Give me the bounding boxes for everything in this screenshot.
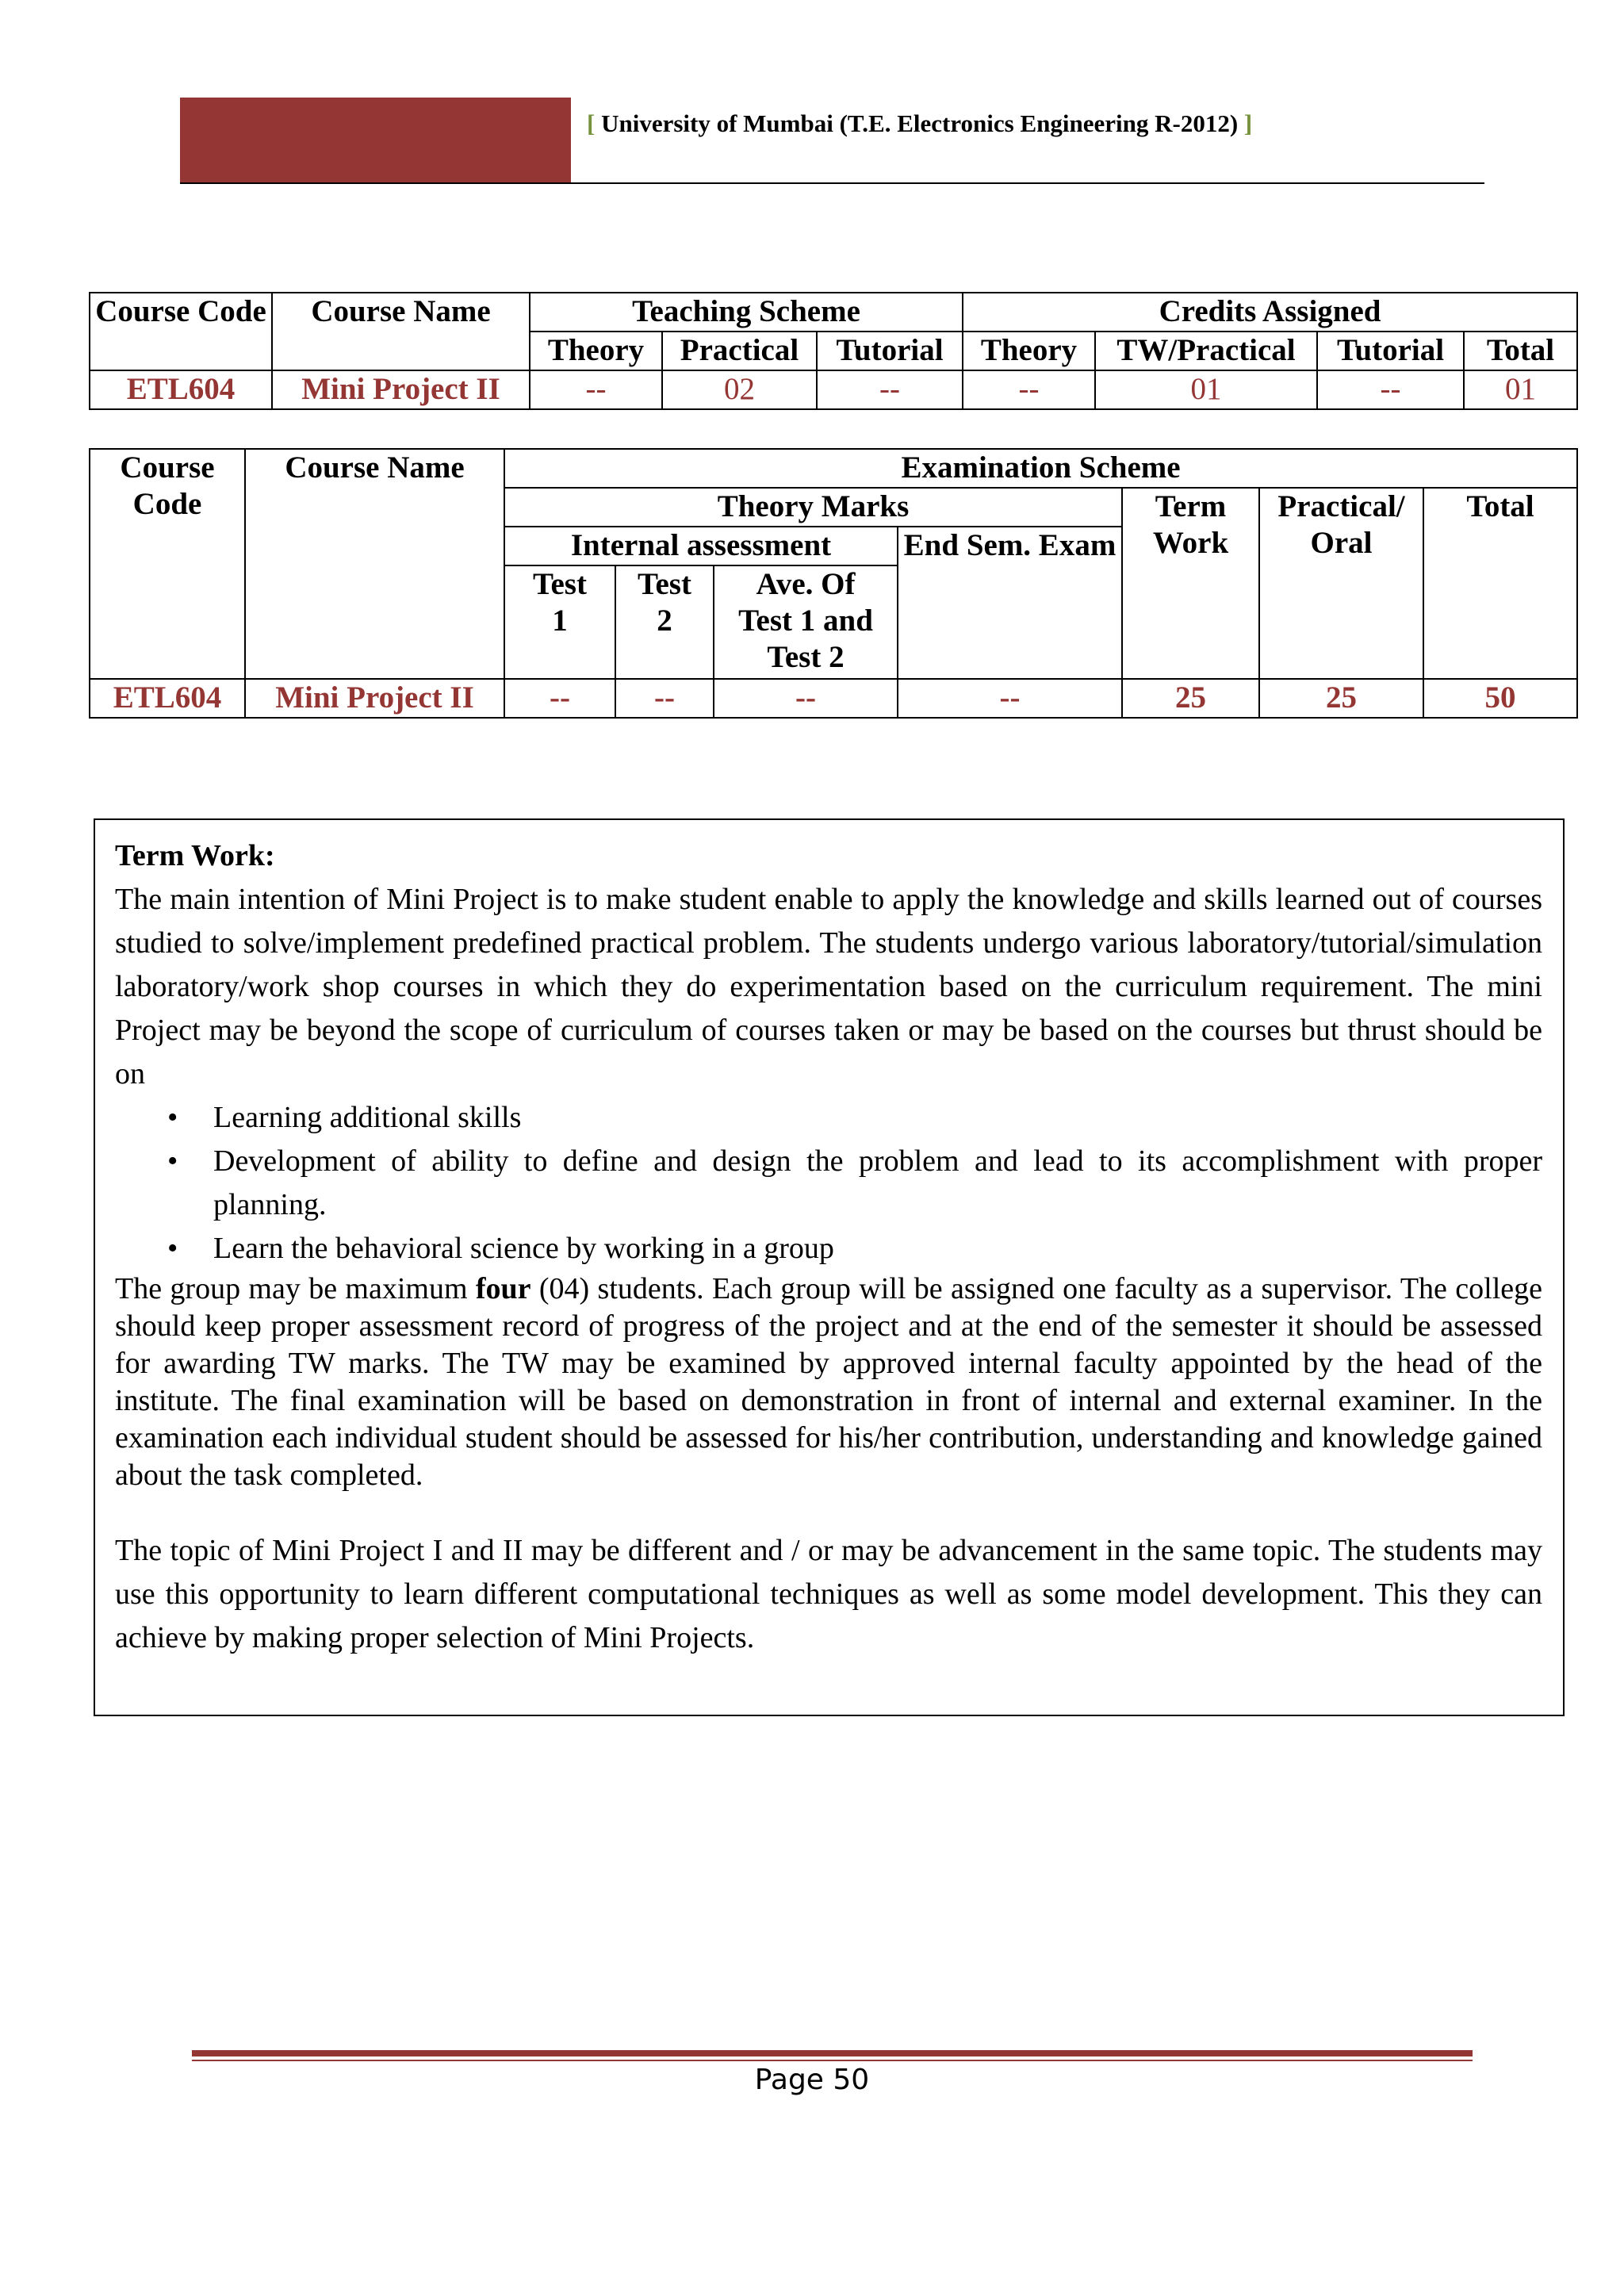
t2-course-code-cell: ETL604 <box>90 679 245 718</box>
t2-header-average-line3: Test 2 <box>767 640 845 674</box>
t1-subheader: TW/Practical <box>1095 332 1317 370</box>
bullet-icon: • <box>167 1101 178 1134</box>
t1-subheader: Theory <box>530 332 662 370</box>
t2-header-total: Total <box>1423 488 1577 679</box>
t2-value-cell: -- <box>714 679 898 718</box>
t2-header-course-name: Course Name <box>245 449 504 679</box>
term-work-paragraph-1: The main intention of Mini Project is to make student enable to apply the knowledge and skills learned out of courses studied to solve/implement predefined practical problem. The students undergo various laboratory/tutorial/simulation laboratory/work shop courses in which they do experimentation based on the curriculum requirement. The mini Project may be beyond the scope of curriculum of courses taken or may be based on the courses but thrust should be on <box>115 883 1542 1091</box>
t2-header-test1-line2: 1 <box>552 604 568 638</box>
list-item <box>115 1140 1542 1227</box>
t2-header-average-line2: Test 1 and <box>738 604 873 638</box>
t1-subheader: Theory <box>963 332 1095 370</box>
t2-header-internal-assessment: Internal assessment <box>504 527 898 565</box>
t2-header-practical-oral: Practical/ Oral <box>1259 488 1423 679</box>
header-close-bracket: ] <box>1243 109 1253 137</box>
t2-header-course-code: Course Code <box>90 449 245 679</box>
header-title-line <box>587 109 1252 138</box>
list-item-text: Learning additional skills <box>213 1101 522 1134</box>
t1-value-cell: -- <box>530 370 662 409</box>
t1-subheader: Tutorial <box>817 332 963 370</box>
term-work-title: Term Work: <box>115 839 275 872</box>
t2-value-cell: -- <box>504 679 615 718</box>
t1-value-cell: 02 <box>662 370 817 409</box>
bullet-icon: • <box>167 1232 178 1265</box>
t1-header-credits-assigned: Credits Assigned <box>963 293 1577 332</box>
header-color-block <box>180 98 571 183</box>
t2-value-cell: -- <box>615 679 714 718</box>
t1-header-course-name: Course Name <box>272 293 530 370</box>
t2-header-average-line1: Ave. Of <box>756 567 856 601</box>
t1-value-cell: 01 <box>1095 370 1317 409</box>
t1-subheader: Practical <box>662 332 817 370</box>
t1-value-cell: 01 <box>1464 370 1577 409</box>
t2-course-name-cell: Mini Project II <box>245 679 504 718</box>
t2-header-test2-line1: Test <box>638 567 691 601</box>
t1-subheader: Total <box>1464 332 1577 370</box>
header-title: University of Mumbai (T.E. Electronics Engineering R-2012) <box>601 109 1239 137</box>
t2-value-cell: -- <box>898 679 1122 718</box>
list-item <box>115 1227 1542 1271</box>
term-work-paragraph-2-bold: four <box>475 1272 531 1305</box>
term-work-paragraph-2-start: The group may be maximum <box>115 1272 476 1305</box>
t2-header-theory-marks: Theory Marks <box>504 488 1122 527</box>
header-open-bracket: [ <box>587 109 596 137</box>
teaching-scheme-table <box>89 292 1578 410</box>
t2-header-test2 <box>615 565 714 679</box>
t2-value-cell: 50 <box>1423 679 1577 718</box>
examination-scheme-table <box>89 448 1578 719</box>
t2-header-term-work: Term Work <box>1122 488 1259 679</box>
bullet-icon: • <box>167 1144 178 1178</box>
t2-header-test1 <box>504 565 615 679</box>
t1-value-cell: -- <box>963 370 1095 409</box>
t1-value-cell: -- <box>817 370 963 409</box>
t1-course-code-cell: ETL604 <box>90 370 272 409</box>
list-item-text: Learn the behavioral science by working in a group <box>213 1232 834 1265</box>
footer-rule-thin <box>192 2060 1473 2061</box>
footer-rule-thick <box>192 2050 1473 2056</box>
t2-header-end-sem-exam: End Sem. Exam <box>898 527 1122 679</box>
t2-value-cell: 25 <box>1122 679 1259 718</box>
t1-header-teaching-scheme: Teaching Scheme <box>530 293 963 332</box>
term-work-paragraph-3: The topic of Mini Project I and II may be different and / or may be advancement in the same topic. The students may use this opportunity to learn different computational techniques as well as some model development. This they can achieve by making proper selection of Mini Projects. <box>115 1534 1542 1654</box>
term-work-paragraph-2-end: (04) students. Each group will be assigned one faculty as a supervisor. The college should keep proper assessment record of progress of the project and at the end of the semester it should be assessed for awarding TW marks. The TW may be examined by approved internal faculty appointed by the head of the institute. The final examination will be based on demonstration in front of internal and external examiner. In the examination each individual student should be assessed for his/her contribution, understanding and knowledge gained about the task completed. <box>115 1272 1542 1492</box>
t1-header-course-code: Course Code <box>90 293 272 370</box>
term-work-box <box>94 818 1565 1716</box>
page-number: Page 50 <box>754 2064 870 2096</box>
t1-course-name-cell: Mini Project II <box>272 370 530 409</box>
t2-value-cell: 25 <box>1259 679 1423 718</box>
t1-subheader: Tutorial <box>1317 332 1464 370</box>
list-item-text: Development of ability to define and design the problem and lead to its accomplishment with proper planning. <box>213 1144 1542 1221</box>
term-work-bullet-list <box>115 1096 1542 1271</box>
t2-header-average <box>714 565 898 679</box>
t2-header-exam-scheme: Examination Scheme <box>504 449 1577 488</box>
t2-header-test1-line1: Test <box>533 567 587 601</box>
term-work-paragraph-2 <box>115 1271 1542 1494</box>
header-rule <box>180 182 1484 184</box>
t2-header-test2-line2: 2 <box>657 604 672 638</box>
term-work-content <box>115 834 1542 1660</box>
t1-value-cell: -- <box>1317 370 1464 409</box>
list-item <box>115 1096 1542 1140</box>
